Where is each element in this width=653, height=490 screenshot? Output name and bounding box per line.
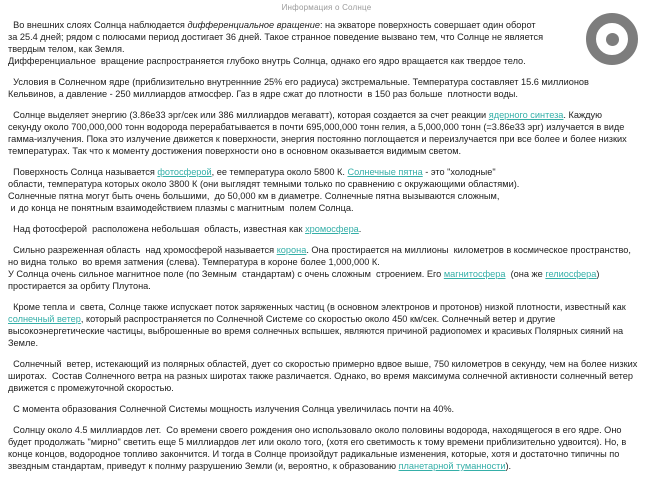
text-run: но видна только во время затмения (слева). Температура в короне более 1,000,000 К. — [8, 257, 380, 267]
text-line — [8, 145, 653, 157]
text-run: Поверхность Солнца называется — [8, 167, 158, 177]
text-line — [8, 358, 653, 370]
text-run: будет продолжать "мирно" светить еще 5 миллиардов лет или около того, (хотя его светимость к тому времени приблизительно удвоится). Но, в — [8, 437, 627, 447]
text-run: , который распространяется по Солнечной Системе со скоростью около 450 км/сек. Солнечный ветер и другие — [80, 314, 556, 324]
page-header-title: Информация о Солнце — [281, 3, 372, 12]
text-run: Дифференциальное вращение распространяется глубоко внутрь Солнца, однако его ядро вращается как твердое тело. — [8, 56, 526, 66]
text-run: , ее температура около 5800 К. — [211, 167, 348, 177]
text-run: : на экваторе поверхность совершает один оборот — [319, 20, 536, 30]
text-run: твердым телом, как Земля. — [8, 44, 125, 54]
nuclear-fusion-link[interactable]: ядерного синтеза — [488, 110, 564, 120]
text-run: за 25.4 дней; рядом с полюсами период достигает 36 дней. Такое странное поведение вызвано тем, что Солнце не является — [8, 32, 544, 42]
text-line — [8, 190, 653, 202]
text-run: звездным стандартам, приведут к полнму разрушению Земли (и, вероятно, к образованию — [8, 461, 399, 471]
text-run: Солнечные пятна могут быть очень большими, до 50,000 км в диаметре. Солнечные пятна вызываются сложным, — [8, 191, 500, 201]
solar-wind-link[interactable]: солнечный ветер — [8, 314, 81, 324]
text-line — [8, 370, 653, 382]
text-line — [8, 178, 653, 190]
text-line — [8, 43, 653, 55]
text-line — [8, 133, 653, 145]
text-line — [8, 403, 653, 415]
paragraph — [8, 424, 653, 472]
text-run: области, температура которых около 3800 К (они выглядят темными только по сравнению с окружающими областями). — [8, 179, 520, 189]
corona-link[interactable]: корона — [276, 245, 307, 255]
text-line — [8, 337, 653, 349]
text-run: высокоэнергетические частицы, выброшенные во время солнечных вспышек, являются причиной радиопомех и красивых Полярных сияний на — [8, 326, 624, 336]
text-line — [8, 382, 653, 394]
text-run: конце концов, водородное топливо закончится. И тогда в Солнце произойдут радикальные изменения, которые, хотя и достаточно типичны по — [8, 449, 620, 459]
text-run: ). — [505, 461, 512, 471]
text-run: Во внешних слоях Солнца наблюдается — [8, 20, 188, 30]
text-run: Солнце выделяет энергию (3.86e33 эрг/сек или 386 миллиардов мегаватт), которая создается за счет реакции — [8, 110, 489, 120]
text-line — [8, 202, 653, 214]
text-line — [8, 436, 653, 448]
photosphere-link[interactable]: фотосферой — [157, 167, 212, 177]
text-line — [8, 301, 653, 313]
text-line — [8, 19, 653, 31]
text-run: Над фотосферой расположена небольшая область, известная как — [8, 224, 306, 234]
italic-text-run: дифференциальное вращение — [187, 20, 320, 30]
text-run: . Каждую — [563, 110, 602, 120]
paragraph — [8, 109, 653, 157]
text-line — [8, 88, 653, 100]
text-run: секунду около 700,000,000 тонн водорода перерабатывается в почти 695,000,000 тонн гелия, а 5,000,000 тонн (=3.86e33 эрг) излучается в виде — [8, 122, 625, 132]
text-run: широтах. Состав Солнечного ветра на разных широтах также различается. Однако, во время максимума солнечной активности солнечный ветер — [8, 371, 633, 381]
planetary-nebula-link[interactable]: планетарной туманности — [398, 461, 506, 471]
text-run: гамма-излучения. Пока это излучение движется к поверхности, энергия постоянно поглощается и переизлучается при все более и более низких — [8, 134, 627, 144]
text-run: (она же — [505, 269, 546, 279]
text-run: Солнцу около 4.5 миллиардов лет. Со времени своего рождения оно использовало около половины водорода, находящегося в его ядре. Оно — [8, 425, 622, 435]
chromosphere-link[interactable]: хромосфера — [305, 224, 359, 234]
text-run: движется с промежуточной скоростью. — [8, 383, 174, 393]
text-line — [8, 268, 653, 280]
text-line — [8, 280, 653, 292]
text-line — [8, 460, 653, 472]
paragraph — [8, 166, 653, 214]
text-run: Сильно разреженная область над хромосферой называется — [8, 245, 277, 255]
text-line — [8, 244, 653, 256]
text-run: Кроме тепла и света, Солнце также испускает поток заряженных частиц (в основном электронов и протонов) низкой плотности, известный как — [8, 302, 626, 312]
text-line — [8, 256, 653, 268]
paragraph — [8, 223, 653, 235]
text-run: температурах. Так что к моменту достижения поверхности оно в основном оказывается видимым светом. — [8, 146, 462, 156]
heliosphere-link[interactable]: гелиосфера — [545, 269, 597, 279]
text-run: Земле. — [8, 338, 38, 348]
text-line — [8, 121, 653, 133]
paragraph — [8, 301, 653, 349]
text-line — [8, 325, 653, 337]
paragraph — [8, 19, 653, 67]
text-run: простирается за орбиту Плутона. — [8, 281, 151, 291]
text-line — [8, 31, 653, 43]
text-run: У Солнца очень сильное магнитное поле (по Земным стандартам) с очень сложным строением. Его — [8, 269, 444, 279]
paragraph — [8, 403, 653, 415]
text-run: . Она простирается на миллионы километров в космическое пространство, — [306, 245, 631, 255]
text-line — [8, 223, 653, 235]
text-run: Кельвинов, а давление - 250 миллиардов атмосфер. Газ в ядре сжат до плотности в 150 раз больше плотности воды. — [8, 89, 518, 99]
text-run: Условия в Солнечном ядре (приблизительно внутреннние 25% его радиуса) экстремальные. Температура составляет 15.6 миллионов — [8, 77, 589, 87]
paragraph — [8, 358, 653, 394]
document-body — [8, 19, 653, 481]
paragraph — [8, 76, 653, 100]
text-line — [8, 55, 653, 67]
text-line — [8, 424, 653, 436]
sunspots-link[interactable]: Солнечные пятна — [347, 167, 423, 177]
text-run: . — [358, 224, 362, 234]
magnetosphere-link[interactable]: магнитосфера — [443, 269, 506, 279]
text-line — [8, 109, 653, 121]
text-run: и до конца не понятным взаимодействием плазмы с магнитным полем Солнца. — [8, 203, 354, 213]
text-run: - это "холодные" — [422, 167, 496, 177]
paragraph — [8, 244, 653, 292]
text-line — [8, 166, 653, 178]
text-line — [8, 76, 653, 88]
text-run: С момента образования Солнечной Системы мощность излучения Солнца увеличилась почти на 40%. — [8, 404, 455, 414]
text-run: Солнечный ветер, истекающий из полярных областей, дует со скоростью примерно вдвое выше, 750 километров в секунду, чем на более низких — [8, 359, 638, 369]
text-run: ) — [596, 269, 600, 279]
text-line — [8, 313, 653, 325]
text-line — [8, 448, 653, 460]
